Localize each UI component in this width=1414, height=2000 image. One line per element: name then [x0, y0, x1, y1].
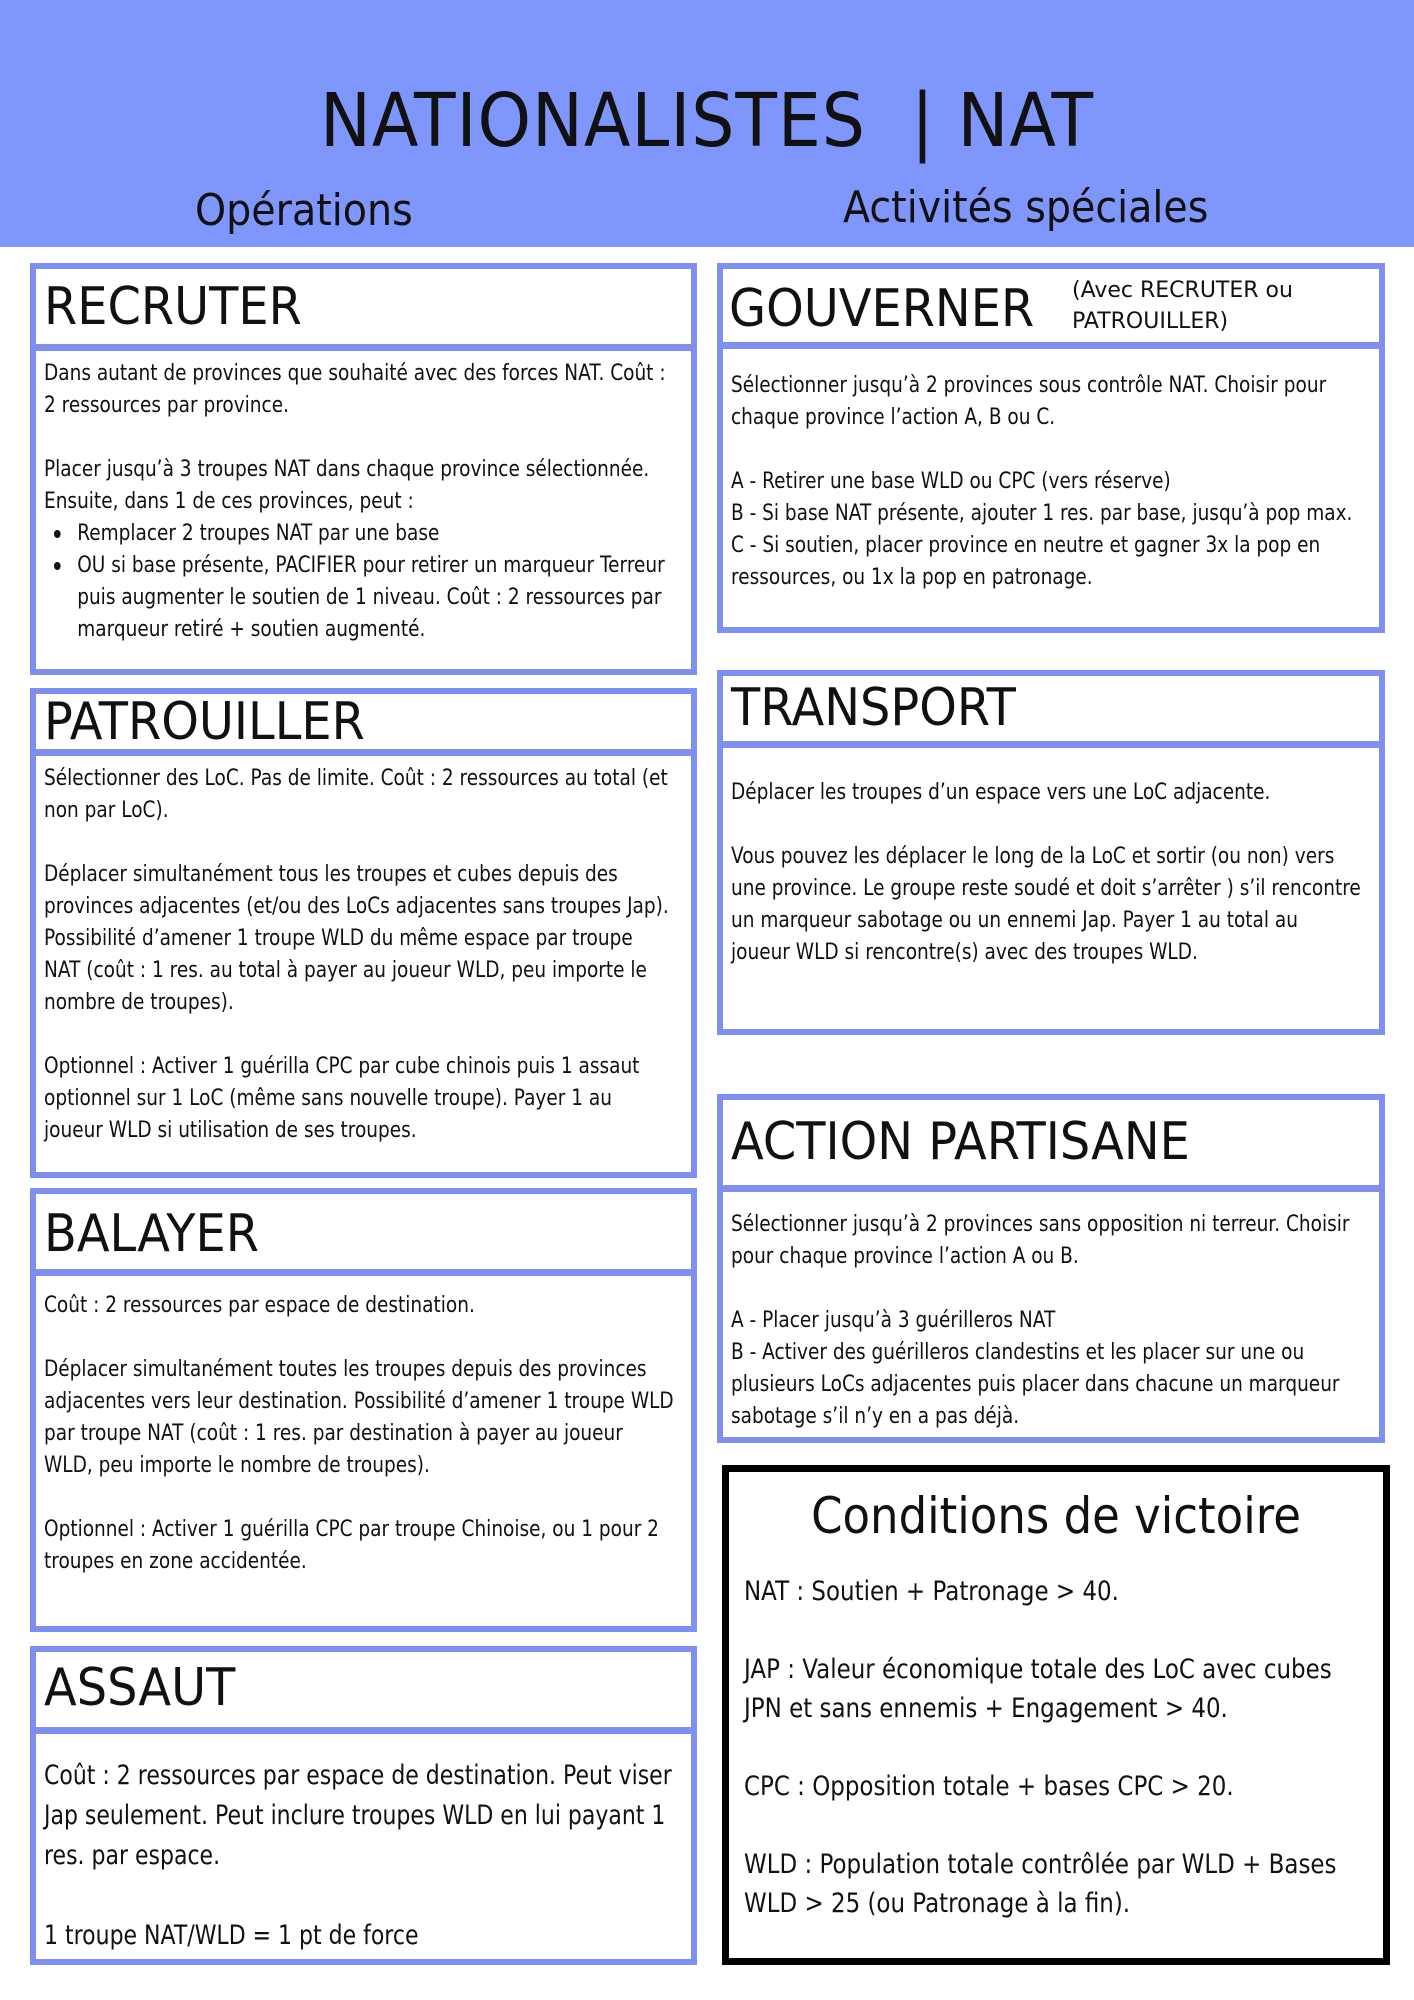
option-c: C - Si soutien, placer province en neutre et gagner 3x la pop en ressources, ou 1x la pop en patronage. — [731, 532, 1321, 590]
option-b: B - Activer des guérilleros clandestins et les placer sur une ou plusieurs LoCs adjacentes puis placer dans chacune un marqueur sabotage s’il n’y en a pas déjà. — [731, 1339, 1340, 1429]
card-title: GOUVERNER — [729, 279, 1035, 339]
card-title: TRANSPORT — [731, 678, 1016, 738]
card-title: ASSAUT — [44, 1658, 236, 1718]
card-paragraph: Dans autant de provinces que souhaité avec des forces NAT. Coût : 2 ressources par province. — [44, 360, 666, 418]
card-paragraph: Vous pouvez les déplacer le long de la LoC et sortir (ou non) vers une province. Le groupe reste soudé et doit s’arrêter ) s’il rencontre un marqueur sabotage ou un ennemi Jap. Payer 1 au total au joueur WLD si rencontre(s) avec des troupes WLD. — [731, 843, 1361, 965]
card-paragraph: Déplacer simultanément toutes les troupes depuis des provinces adjacentes vers leur destination. Possibilité d’amener 1 troupe WLD par troupe NAT (coût : 1 res. par destination à payer au joueur WLD, peu importe le nombre de troupes). — [44, 1356, 674, 1478]
card-body — [731, 1208, 1362, 1432]
card-assaut — [30, 1646, 697, 1965]
option-a: A - Retirer une base WLD ou CPC (vers réserve) — [731, 468, 1171, 494]
card-paragraph: 1 troupe NAT/WLD = 1 pt de force — [44, 1920, 419, 1951]
option-b: B - Si base NAT présente, ajouter 1 res. par base, jusqu’à pop max. — [731, 500, 1353, 526]
card-body — [44, 762, 675, 1146]
victory-conditions-box — [722, 1465, 1390, 1965]
card-body — [44, 357, 675, 645]
card-title: ACTION PARTISANE — [731, 1112, 1190, 1172]
operations-heading: Opérations — [195, 185, 413, 236]
card-title: RECRUTER — [44, 277, 302, 337]
victory-list — [744, 1572, 1365, 1962]
special-activities-heading: Activités spéciales — [843, 182, 1209, 233]
card-paragraph: Déplacer les troupes d’un espace vers une LoC adjacente. — [731, 779, 1271, 805]
card-paragraph: Optionnel : Activer 1 guérilla CPC par cube chinois puis 1 assaut optionnel sur 1 LoC (même sans nouvelle troupe). Payer 1 au joueur WLD si utilisation de ses troupes. — [44, 1053, 640, 1143]
victory-condition-jap: JAP : Valeur économique totale des LoC avec cubes JPN et sans ennemis + Engagement > 40. — [744, 1654, 1332, 1724]
card-title: PATROUILLER — [44, 692, 365, 752]
card-balayer — [30, 1188, 697, 1632]
card-paragraph: Coût : 2 ressources par espace de destination. Peut viser Jap seulement. Peut inclure troupes WLD en lui payant 1 res. par espace. — [44, 1760, 672, 1871]
page-title: NATIONALISTES | NAT — [319, 78, 1095, 164]
card-body — [44, 1756, 675, 1956]
card-paragraph: Déplacer simultanément tous les troupes et cubes depuis des provinces adjacentes (et/ou des LoCs adjacentes sans troupes Jap). Possibilité d’amener 1 troupe WLD du même espace par troupe NAT (coût : 1 res. au total à payer au joueur WLD, peu importe le nombre de troupes). — [44, 861, 669, 1015]
card-paragraph: Coût : 2 ressources par espace de destination. — [44, 1292, 475, 1318]
victory-condition-cpc: CPC : Opposition totale + bases CPC > 20. — [744, 1771, 1234, 1802]
card-title-row — [36, 1652, 691, 1734]
card-action-partisane — [717, 1094, 1385, 1443]
card-gouverner — [717, 263, 1385, 633]
card-title-row — [36, 1194, 691, 1276]
card-body — [44, 1289, 675, 1577]
card-body — [731, 369, 1362, 593]
card-title: BALAYER — [44, 1204, 260, 1264]
option-a: A - Placer jusqu’à 3 guérilleros NAT — [731, 1307, 1056, 1333]
bullet-item: OU si base présente, PACIFIER pour retirer un marqueur Terreur puis augmenter le soutien de 1 niveau. Coût : 2 ressources par marqueur retiré + soutien augmenté. — [77, 549, 675, 645]
card-paragraph: Sélectionner des LoC. Pas de limite. Coût : 2 ressources au total (et non par LoC). — [44, 765, 668, 823]
card-title-row — [723, 676, 1379, 748]
card-paragraph: Sélectionner jusqu’à 2 provinces sous contrôle NAT. Choisir pour chaque province l’action A, B ou C. — [731, 372, 1327, 430]
card-body — [731, 776, 1362, 968]
bullet-item: Remplacer 2 troupes NAT par une base — [77, 517, 675, 549]
card-recruter — [30, 263, 697, 675]
card-subtitle: (Avec RECRUTER ou PATROUILLER) — [1072, 278, 1293, 334]
card-paragraph: Sélectionner jusqu’à 2 provinces sans opposition ni terreur. Choisir pour chaque province l’action A ou B. — [731, 1211, 1350, 1269]
bullet-list — [44, 517, 675, 645]
card-title-row — [723, 1100, 1379, 1192]
card-paragraph: Placer jusqu’à 3 troupes NAT dans chaque province sélectionnée. Ensuite, dans 1 de ces provinces, peut : — [44, 456, 650, 514]
card-title-row — [723, 269, 1379, 349]
card-title-row — [36, 269, 691, 351]
card-patrouiller — [30, 688, 697, 1178]
card-paragraph: Optionnel : Activer 1 guérilla CPC par troupe Chinoise, ou 1 pour 2 troupes en zone accidentée. — [44, 1516, 659, 1574]
victory-condition-nat: NAT : Soutien + Patronage > 40. — [744, 1576, 1119, 1607]
card-transport — [717, 670, 1385, 1035]
victory-condition-wld: WLD : Population totale contrôlée par WLD + Bases WLD > 25 (ou Patronage à la fin). — [744, 1849, 1337, 1919]
card-title-row — [36, 694, 691, 756]
victory-title: Conditions de victoire — [811, 1487, 1301, 1545]
